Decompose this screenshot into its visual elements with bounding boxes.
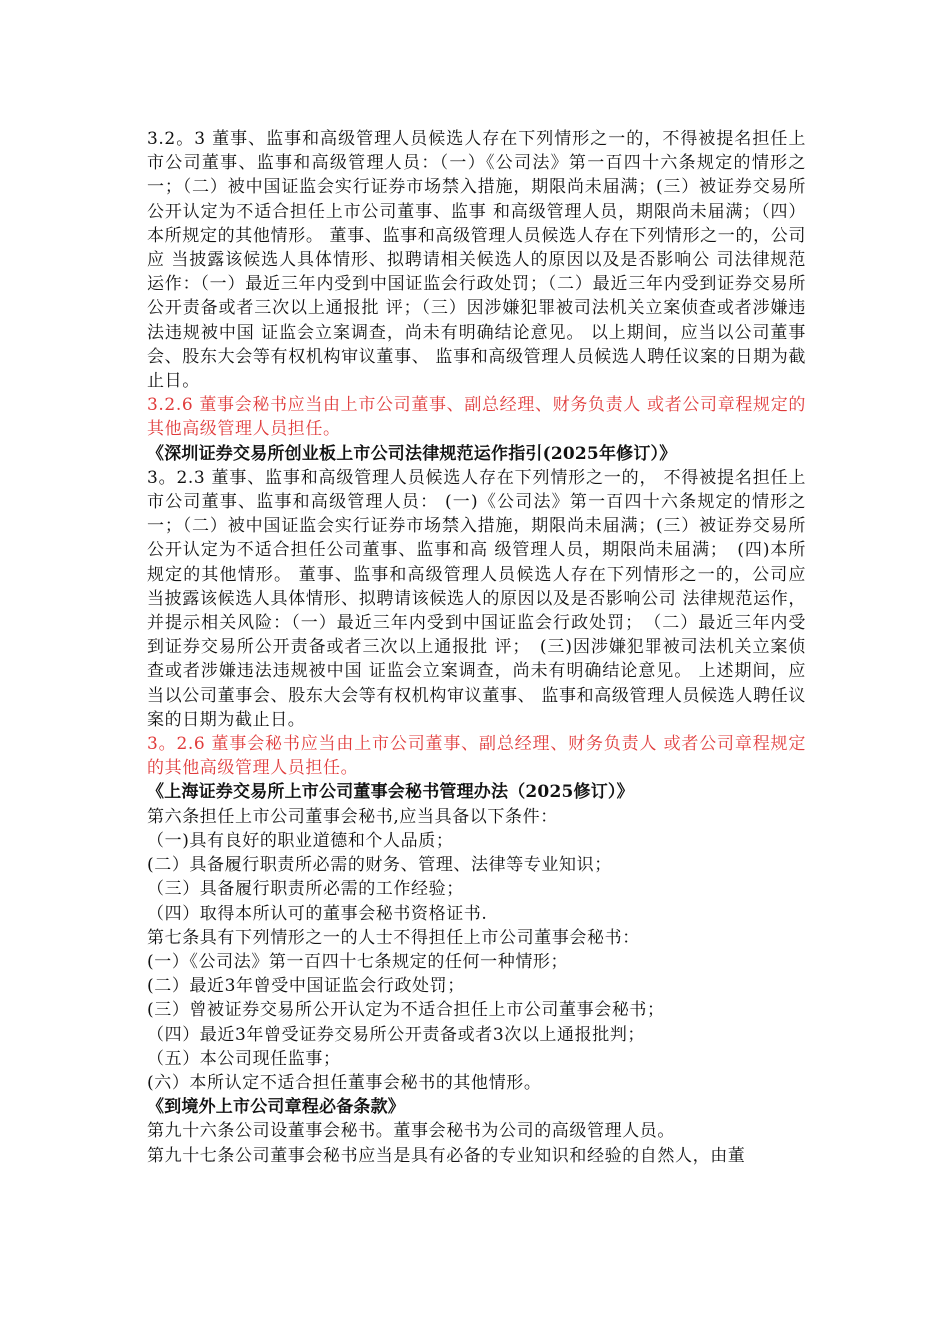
list-item: 第六条担任上市公司董事会秘书,应当具备以下条件： — [147, 806, 558, 827]
paragraph-3-2-3-shenzhen: 3。2.3 董事、监事和高级管理人员候选人存在下列情形之一的， 不得被提名担任上市公司董事、监事和高级管理人员： (一)《公司法》第一百四十六条规定的情形之一；（二）被中国证监会实行证券市场禁入措施，期限尚未届满；(三）被证券交易所公开认定为不适合担任公司董事、监事和高 级管理人员，期限尚未届满； (四)本所规定的其他情形。 董事、监事和高级管理人员候选人存在下列情形之一的，公司应 当披露该候选人具体情形、拟聘请该候选人的原因以及是否影响公司 法律规范运作，并提示相关风险：（一）最近三年内受到中国证监会行政处罚； （二）最近三年内受到证券交易所公开责备或者三次以上通报批 评； (三)因涉嫌犯罪被司法机关立案侦查或者涉嫌违法违规被中国 证监会立案调查，尚未有明确结论意见。 上述期间，应当以公司董事会、股东大会等有权机构审议董事、 监事和高级管理人员候选人聘任议案的日期为截止日。 — [147, 467, 806, 730]
heading-shenzhen-guideline: 《深圳证券交易所创业板上市公司法律规范运作指引(2025年修订）》 — [147, 443, 677, 464]
list-item: 第七条具有下列情形之一的人士不得担任上市公司董事会秘书： — [147, 927, 640, 948]
list-item: (二）最近3年曾受中国证监会行政处罚； — [147, 976, 465, 997]
list-item: （四）最近3年曾受证券交易所公开责备或者3次以上通报批判； — [147, 1024, 646, 1045]
paragraph-3-2-6-highlight: 3.2.6 董事会秘书应当由上市公司董事、副总经理、财务负责人 或者公司章程规定的其他高级管理人员担任。 — [147, 395, 806, 440]
list-item: （一)具有良好的职业道德和个人品质； — [147, 830, 454, 851]
document-body — [147, 127, 806, 1168]
paragraph-3-2-6-shenzhen-highlight: 3。2.6 董事会秘书应当由上市公司董事、副总经理、财务负责人 或者公司章程规定的其他高级管理人员担任。 — [147, 734, 806, 779]
list-item: （三）具备履行职责所必需的工作经验； — [147, 879, 464, 900]
list-item: (三）曾被证券交易所公开认定为不适合担任上市公司董事会秘书； — [147, 1000, 665, 1021]
list-item: (一）《公司法》第一百四十七条规定的任何一种情形； — [147, 951, 569, 972]
heading-overseas-listing: 《到境外上市公司章程必备条款》 — [147, 1097, 405, 1118]
list-item: (二）具备履行职责所必需的财务、管理、法律等专业知识； — [147, 855, 612, 876]
list-item: 第九十六条公司设董事会秘书。董事会秘书为公司的高级管理人员。 — [147, 1121, 675, 1142]
list-item: （五）本公司现任监事； — [147, 1048, 341, 1069]
list-item: (六）本所认定不适合担任董事会秘书的其他情形。 — [147, 1072, 542, 1093]
list-item: （四）取得本所认可的董事会秘书资格证书. — [147, 903, 488, 924]
list-item: 第九十七条公司董事会秘书应当是具有必备的专业知识和经验的自然人，由董 — [147, 1145, 746, 1166]
heading-shanghai-measures: 《上海证券交易所上市公司董事会秘书管理办法（2025修订）》 — [147, 782, 634, 803]
paragraph-3-2-3: 3.2。3 董事、监事和高级管理人员候选人存在下列情形之一的，不得被提名担任上市公司董事、监事和高级管理人员：（一）《公司法》第一百四十六条规定的情形之一；（二）被中国证监会实行证券市场禁入措施，期限尚未届满；(三）被证券交易所公开认定为不适合担任上市公司董事、监事 和高级管理人员，期限尚未届满；（四）本所规定的其他情形。 董事、监事和高级管理人员候选人存在下列情形之一的，公司应 当披露该候选人具体情形、拟聘请相关候选人的原因以及是否影响公 司法律规范运作：（一）最近三年内受到中国证监会行政处罚；（二）最近三年内受到证券交易所公开责备或者三次以上通报批 评；（三）因涉嫌犯罪被司法机关立案侦查或者涉嫌违法违规被中国 证监会立案调查，尚未有明确结论意见。 以上期间，应当以公司董事会、股东大会等有权机构审议董事、 监事和高级管理人员候选人聘任议案的日期为截止日。 — [147, 129, 806, 392]
